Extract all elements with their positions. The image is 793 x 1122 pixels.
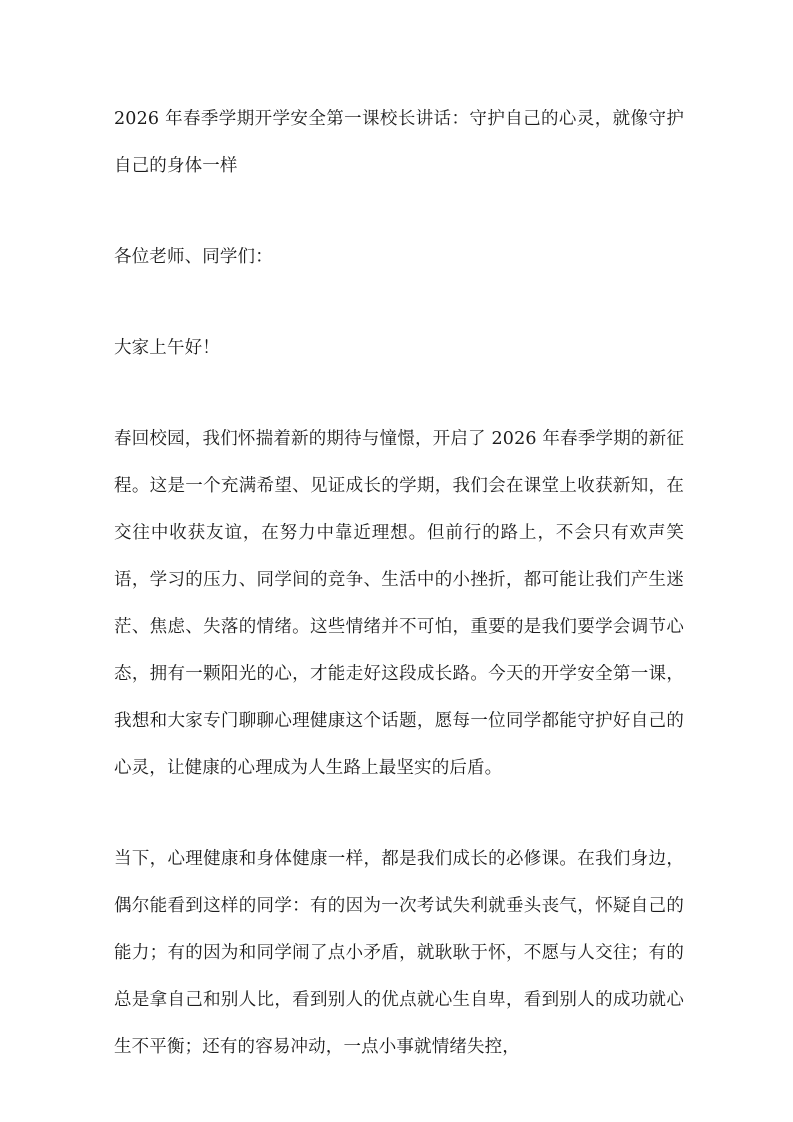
document-body <box>114 96 684 1071</box>
body-paragraph-1: 春回校园，我们怀揣着新的期待与憧憬，开启了 2026 年春季学期的新征程。这是一个充满希望、见证成长的学期，我们会在课堂上收获新知，在交往中收获友谊，在努力中靠近理想。但前行的路上，不会只有欢声笑语，学习的压力、同学间的竞争、生活中的小挫折，都可能让我们产生迷茫、焦虑、失落的情绪。这些情绪并不可怕，重要的是我们要学会调节心态，拥有一颗阳光的心，才能走好这段成长路。今天的开学安全第一课，我想和大家专门聊聊心理健康这个话题，愿每一位同学都能守护好自己的心灵，让健康的心理成为人生路上最坚实的后盾。 <box>114 429 684 778</box>
greeting-line: 大家上午好！ <box>114 338 220 358</box>
document-title: 2026 年春季学期开学安全第一课校长讲话：守护自己的心灵，就像守护自己的身体一样 <box>114 109 684 176</box>
salutation-line: 各位老师、同学们： <box>114 247 273 267</box>
body-paragraph-2: 当下，心理健康和身体健康一样，都是我们成长的必修课。在我们身边，偶尔能看到这样的同学：有的因为一次考试失利就垂头丧气，怀疑自己的能力；有的因为和同学闹了点小矛盾，就耿耿于怀，不愿与人交往；有的总是拿自己和别人比，看到别人的优点就心生自卑，看到别人的成功就心生不平衡；还有的容易冲动，一点小事就情绪失控， <box>114 849 684 1057</box>
